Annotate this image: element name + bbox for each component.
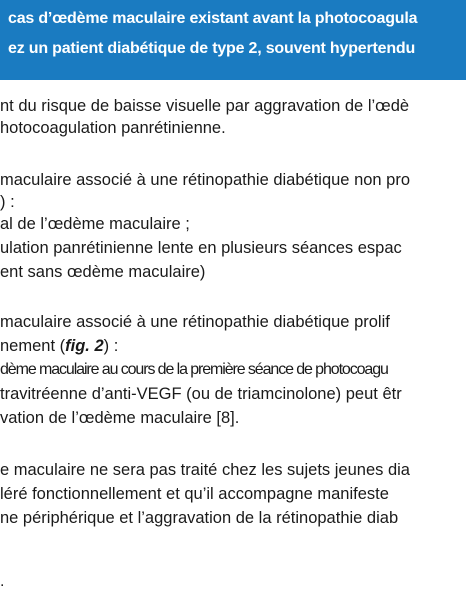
paragraph-3-line-4: travitréenne d’anti-VEGF (ou de triamcinolone) peut êtr (0, 385, 402, 403)
paragraph-2-line-2: ) : (0, 193, 15, 211)
header-title-line-2: ez un patient diabétique de type 2, souvent hypertendu (8, 40, 416, 57)
paragraph-3-line-5: vation de l’œdème maculaire [8]. (0, 409, 240, 427)
paragraph-1-line-1: nt du risque de baisse visuelle par aggravation de l’œdè (0, 97, 410, 115)
paragraph-3-line-2-end: ) : (103, 337, 119, 355)
paragraph-3-line-2 (0, 336, 118, 356)
paragraph-3-line-2-text: nement ( (0, 337, 66, 355)
paragraph-2-line-5: ent sans œdème maculaire) (0, 263, 206, 281)
paragraph-3-line-1: maculaire associé à une rétinopathie diabétique prolif (0, 313, 390, 331)
paragraph-1-line-2: hotocoagulation panrétinienne. (0, 119, 226, 137)
trailing-period: . (0, 573, 5, 590)
paragraph-2-line-3: al de l’œdème maculaire ; (0, 215, 190, 233)
figure-reference: fig. 2 (65, 337, 104, 355)
paragraph-4-line-1: e maculaire ne sera pas traité chez les sujets jeunes dia (0, 461, 410, 479)
paragraph-2-line-1: maculaire associé à une rétinopathie diabétique non pro (0, 171, 411, 189)
paragraph-2-line-4: ulation panrétinienne lente en plusieurs séances espac (0, 239, 402, 257)
header-title-line-1: cas d’œdème maculaire existant avant la photocoagula (8, 10, 418, 27)
section-header-band (0, 0, 466, 80)
paragraph-4-line-2: léré fonctionnellement et qu’il accompagne manifeste (0, 485, 389, 503)
paragraph-3-line-3: dème maculaire au cours de la première séance de photocoagu (0, 361, 388, 378)
paragraph-4-line-3: ne périphérique et l’aggravation de la rétinopathie diab (0, 509, 399, 527)
